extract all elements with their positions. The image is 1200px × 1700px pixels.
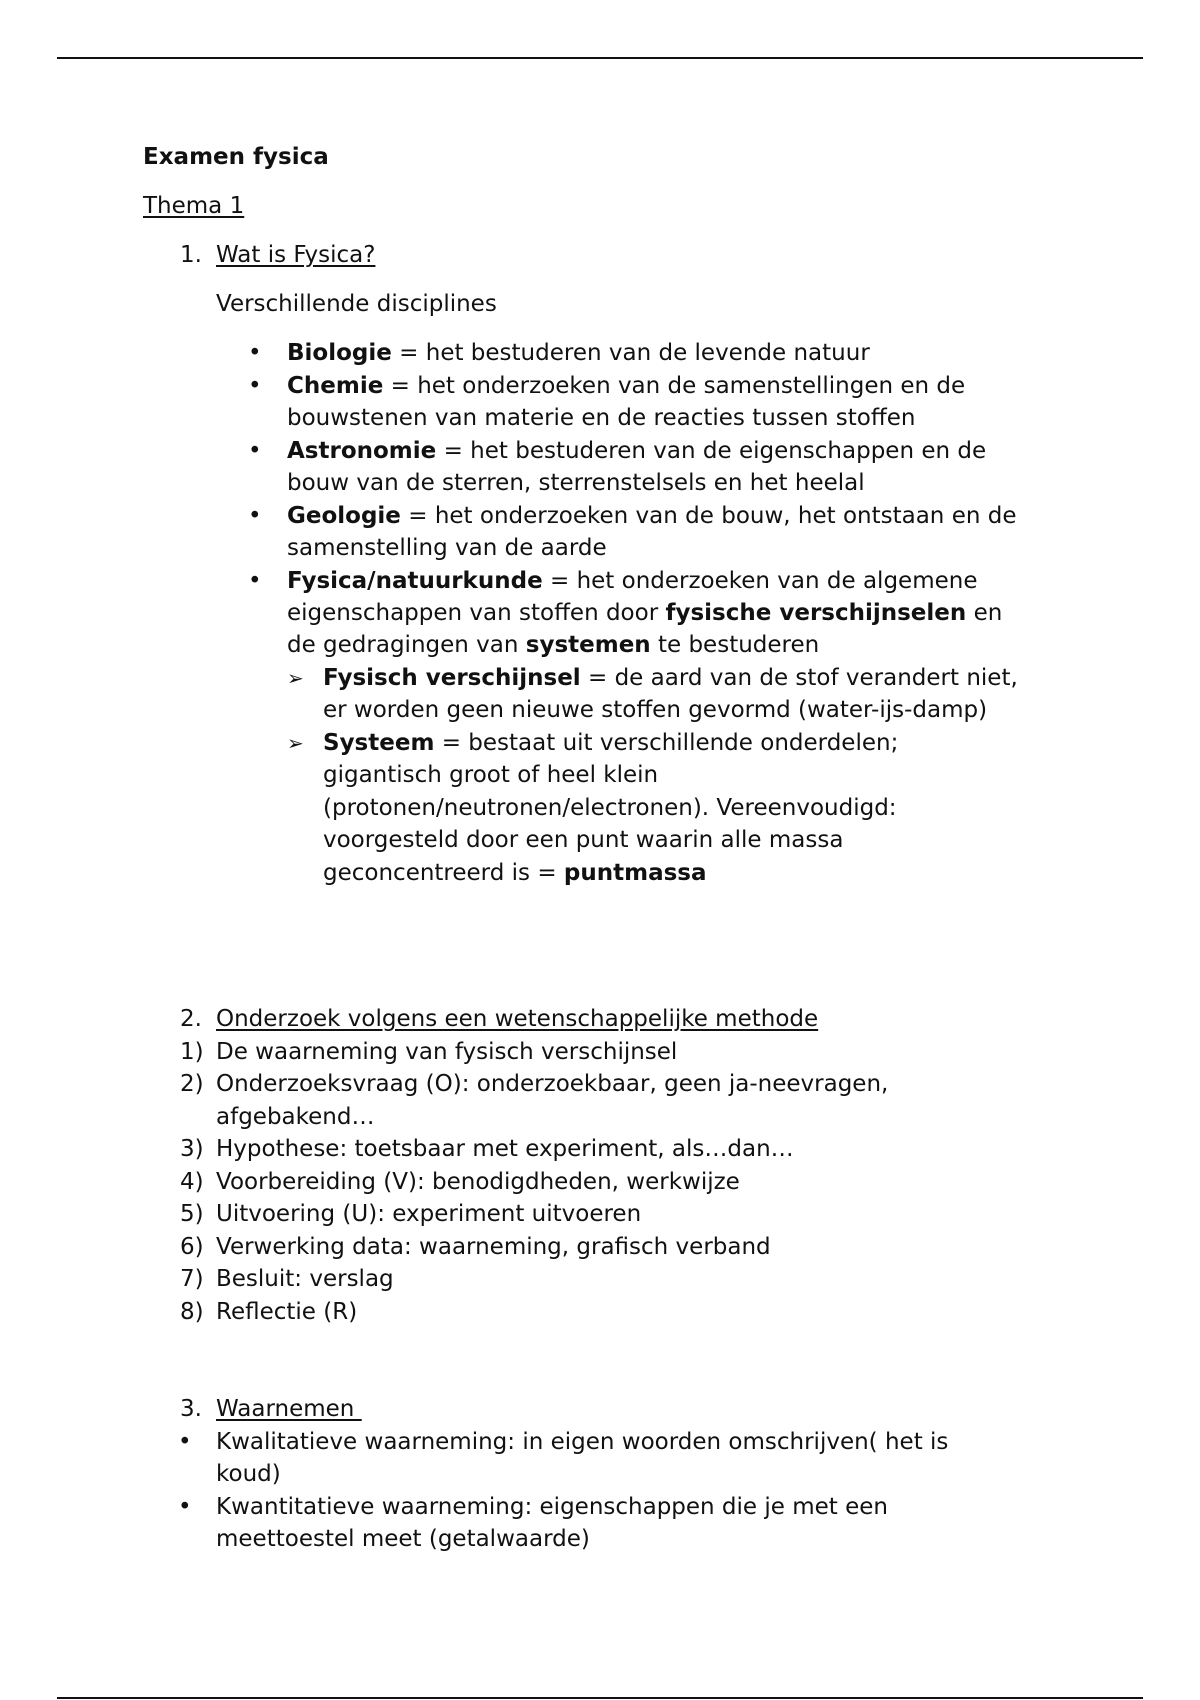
item-term: Systeem — [323, 730, 435, 756]
section1-subheading: Verschillende disciplines — [216, 291, 497, 317]
item-term: puntmassa — [563, 860, 707, 886]
bullet-marker: • — [248, 568, 262, 594]
item-term: Fysisch verschijnsel — [323, 665, 581, 691]
item-text: eigenschappen van stoffen door — [287, 600, 666, 626]
document-title: Examen fysica — [143, 144, 329, 170]
sub-list-item — [323, 727, 898, 760]
item-term: fysische verschijnselen — [665, 600, 967, 626]
step-number: 4) — [180, 1169, 204, 1195]
step-number: 8) — [180, 1299, 204, 1325]
item-text: = het bestuderen van de levende natuur — [391, 340, 870, 366]
step-text: Uitvoering (U): experiment uitvoeren — [216, 1201, 642, 1227]
list-item — [287, 435, 986, 468]
item-text: de gedragingen van — [287, 632, 526, 658]
step-text-continuation: afgebakend… — [216, 1104, 375, 1130]
bullet-marker: • — [248, 340, 262, 366]
arrow-bullet-icon: ➢ — [287, 731, 304, 755]
item-term: Biologie — [287, 340, 392, 366]
bottom-rule — [57, 1697, 1143, 1699]
item-text: te bestuderen — [650, 632, 820, 658]
list-item: Kwantitatieve waarneming: eigenschappen die je met een — [216, 1494, 888, 1520]
arrow-bullet-icon: ➢ — [287, 666, 304, 690]
step-number: 3) — [180, 1136, 204, 1162]
list-item-continuation: meettoestel meet (getalwaarde) — [216, 1526, 590, 1552]
step-text: Voorbereiding (V): benodigdheden, werkwijze — [216, 1169, 740, 1195]
step-number: 5) — [180, 1201, 204, 1227]
sub-list-item — [323, 662, 1018, 695]
step-text: Onderzoeksvraag (O): onderzoekbaar, geen ja-neevragen, — [216, 1071, 889, 1097]
list-item-continuation — [287, 597, 1002, 630]
step-number: 1) — [180, 1039, 204, 1065]
sub-list-item-continuation — [323, 857, 707, 890]
step-text: Verwerking data: waarneming, grafisch verband — [216, 1234, 771, 1260]
item-term: systemen — [525, 632, 651, 658]
bullet-marker: • — [178, 1494, 192, 1520]
list-item-continuation: bouw van de sterren, sterrenstelsels en het heelal — [287, 470, 865, 496]
list-item — [287, 337, 870, 370]
list-item-continuation: koud) — [216, 1461, 281, 1487]
bullet-marker: • — [248, 373, 262, 399]
list-item-continuation — [287, 629, 819, 662]
item-text: = het onderzoeken van de algemene — [542, 568, 978, 594]
list-item — [287, 500, 1017, 533]
step-text: Besluit: verslag — [216, 1266, 394, 1292]
theme-heading: Thema 1 — [143, 193, 245, 219]
sub-list-item-continuation: (protonen/neutronen/electronen). Vereenvoudigd: — [323, 795, 897, 821]
item-text: = bestaat uit verschillende onderdelen; — [434, 730, 899, 756]
step-text: Reflectie (R) — [216, 1299, 358, 1325]
section1-number: 1. — [180, 242, 202, 268]
step-number: 7) — [180, 1266, 204, 1292]
step-number: 6) — [180, 1234, 204, 1260]
step-text: Hypothese: toetsbaar met experiment, als…dan… — [216, 1136, 794, 1162]
sub-list-item-continuation: voorgesteld door een punt waarin alle massa — [323, 827, 844, 853]
list-item-continuation: samenstelling van de aarde — [287, 535, 607, 561]
item-text: = het onderzoeken van de bouw, het ontstaan en de — [400, 503, 1017, 529]
sub-list-item-continuation: er worden geen nieuwe stoffen gevormd (water-ijs-damp) — [323, 697, 988, 723]
item-term: Geologie — [287, 503, 401, 529]
step-number: 2) — [180, 1071, 204, 1097]
section2-heading: Onderzoek volgens een wetenschappelijke methode — [216, 1006, 819, 1032]
top-rule — [57, 57, 1143, 59]
section1-heading: Wat is Fysica? — [216, 242, 376, 268]
list-item — [287, 565, 977, 598]
section2-number: 2. — [180, 1006, 202, 1032]
item-text: geconcentreerd is = — [323, 860, 564, 886]
step-text: De waarneming van fysisch verschijnsel — [216, 1039, 678, 1065]
bullet-marker: • — [248, 438, 262, 464]
bullet-marker: • — [248, 503, 262, 529]
section3-number: 3. — [180, 1396, 202, 1422]
section3-heading: Waarnemen — [216, 1396, 362, 1422]
item-term: Chemie — [287, 373, 384, 399]
item-term: Fysica/natuurkunde — [287, 568, 543, 594]
list-item-continuation: bouwstenen van materie en de reacties tussen stoffen — [287, 405, 916, 431]
list-item: Kwalitatieve waarneming: in eigen woorden omschrijven( het is — [216, 1429, 949, 1455]
item-text: en — [966, 600, 1003, 626]
item-term: Astronomie — [287, 438, 437, 464]
list-item — [287, 370, 965, 403]
item-text: = het onderzoeken van de samenstellingen en de — [383, 373, 966, 399]
item-text: = het bestuderen van de eigenschappen en de — [436, 438, 987, 464]
sub-list-item-continuation: gigantisch groot of heel klein — [323, 762, 659, 788]
bullet-marker: • — [178, 1429, 192, 1455]
item-text: = de aard van de stof verandert niet, — [580, 665, 1018, 691]
